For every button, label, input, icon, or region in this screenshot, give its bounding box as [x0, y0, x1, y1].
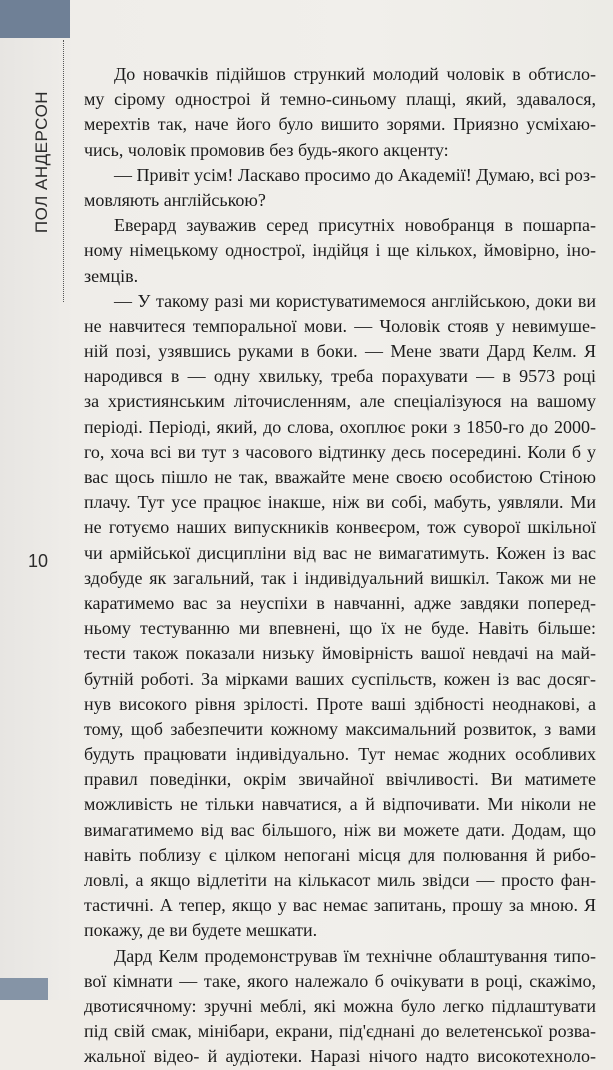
body-text — [84, 62, 596, 1070]
text-line: — Привіт усім! Ласкаво просимо до Академії! Думаю, всі роз- — [114, 164, 596, 185]
text-line: го, хоча всі ви тут з часового відтинку десь посередині. Коли б у — [84, 441, 596, 462]
text-line: бутній роботі. За мірками ваших суспільств, кожен із вас досяг- — [84, 668, 596, 689]
text-line: мовляють англійською? — [84, 189, 266, 210]
text-line: можливість не тільки навчатися, а й відпочивати. Ми ніколи не — [84, 794, 596, 815]
margin-dotted-rule — [63, 40, 64, 302]
text-line: правил поведінки, окрім звичайної ввічливості. Ви матимете — [84, 769, 596, 790]
text-line: До новачків підійшов стрункий молодий чоловік в обтисло- — [114, 64, 596, 84]
page-tab-decoration — [0, 0, 70, 38]
text-line: вої кімнати — таке, якого належало б очікувати в році, скажімо, — [84, 970, 596, 991]
text-line: вас щось пішло не так, вважайте мене своєю особистою Стіною — [84, 467, 596, 487]
text-line: періоді. Періоді, який, до слова, охоплює роки з 1850-го до 2000- — [84, 416, 596, 437]
text-line: му сірому одностроі й темно-синьому плащі, який, здавалося, — [84, 89, 596, 110]
text-line: жальної відео- й аудіотеки. Наразі нічого надто високотехноло- — [84, 1046, 596, 1067]
text-line: ній позі, узявшись руками в боки. — Мене звати Дард Келм. Я — [84, 341, 596, 362]
page-number: 10 — [28, 551, 49, 571]
text-line: тастичні. А тепер, якщо у вас немає запитань, прошу за мною. Я — [84, 895, 596, 916]
page-tab-decoration-bottom — [0, 978, 48, 1000]
text-line: земців. — [84, 265, 139, 286]
text-line: ловлі, а якщо відлетіти на кількасот миль звідси — просто фан- — [84, 870, 596, 890]
text-line: мерехтів так, наче його було вишито зорями. Приязно усміхаю- — [84, 114, 596, 135]
running-head-author: ПОЛ АНДЕРСОН — [32, 90, 51, 234]
text-line: за християнським літочисленням, але спеціалізуюся на вашому — [84, 391, 596, 412]
text-line: чи армійської дисципліни від вас не вимагатимуть. Кожен із вас — [84, 542, 596, 563]
text-line: тести також показали низьку ймовірність вашої невдачі на май- — [84, 643, 596, 664]
text-line: народився в — одну хвильку, треба порахувати — в 9573 році — [84, 366, 596, 387]
text-line: покажу, де ви будете мешкати. — [84, 920, 318, 941]
text-line: чись, чоловік промовив без будь-якого акценту: — [84, 139, 449, 160]
text-line: каратимемо вас за неуспіхи в навчанні, адже завдяки поперед- — [84, 592, 596, 613]
text-line: будуть працювати індивідуально. Тут немає жодних особливих — [84, 744, 596, 765]
text-line: — У такому разі ми користуватимемося англійською, доки ви — [114, 290, 596, 311]
text-line: двотисячному: зручні меблі, які можна було легко підлаштувати — [84, 995, 596, 1016]
text-line: вимагатимемо від вас більшого, ніж ви можете дати. Додам, що — [84, 819, 596, 840]
text-line: не навчитеся темпоральної мови. — Чоловік стояв у невимуше- — [84, 315, 596, 336]
text-line: не готуємо наших випускників конвеєром, тож суворої шкільної — [84, 517, 596, 538]
text-line: Еверард зауважив серед присутніх новобранця в пошарпа- — [114, 215, 596, 236]
text-line: навіть поблизу є цілком непогані місця для полювання й рибо- — [84, 844, 596, 865]
text-line: ньому тестуванню ми впевнені, що їх не буде. Навіть більше: — [84, 618, 596, 639]
text-line: тому, щоб забезпечити кожному максимальний розвиток, з вами — [84, 718, 596, 739]
text-line: Дард Келм продемонстрував їм технічне облаштування типо- — [114, 945, 596, 966]
text-line: плачу. Тут усе працює інакше, ніж ви собі, мабуть, уявляли. Ми — [84, 492, 596, 513]
text-line: нув високого рівня зрілості. Проте ваші здібності неоднакові, а — [84, 693, 596, 714]
text-line: під свій смак, мінібари, екрани, під'єднані до велетенської розва- — [84, 1021, 596, 1042]
text-line: ному німецькому однострої, індійця і ще кількох, ймовірно, іно- — [84, 240, 596, 261]
running-head — [30, 62, 54, 262]
text-line: здобуде як загальний, так і індивідуальний вишкіл. Також ми не — [84, 567, 596, 588]
